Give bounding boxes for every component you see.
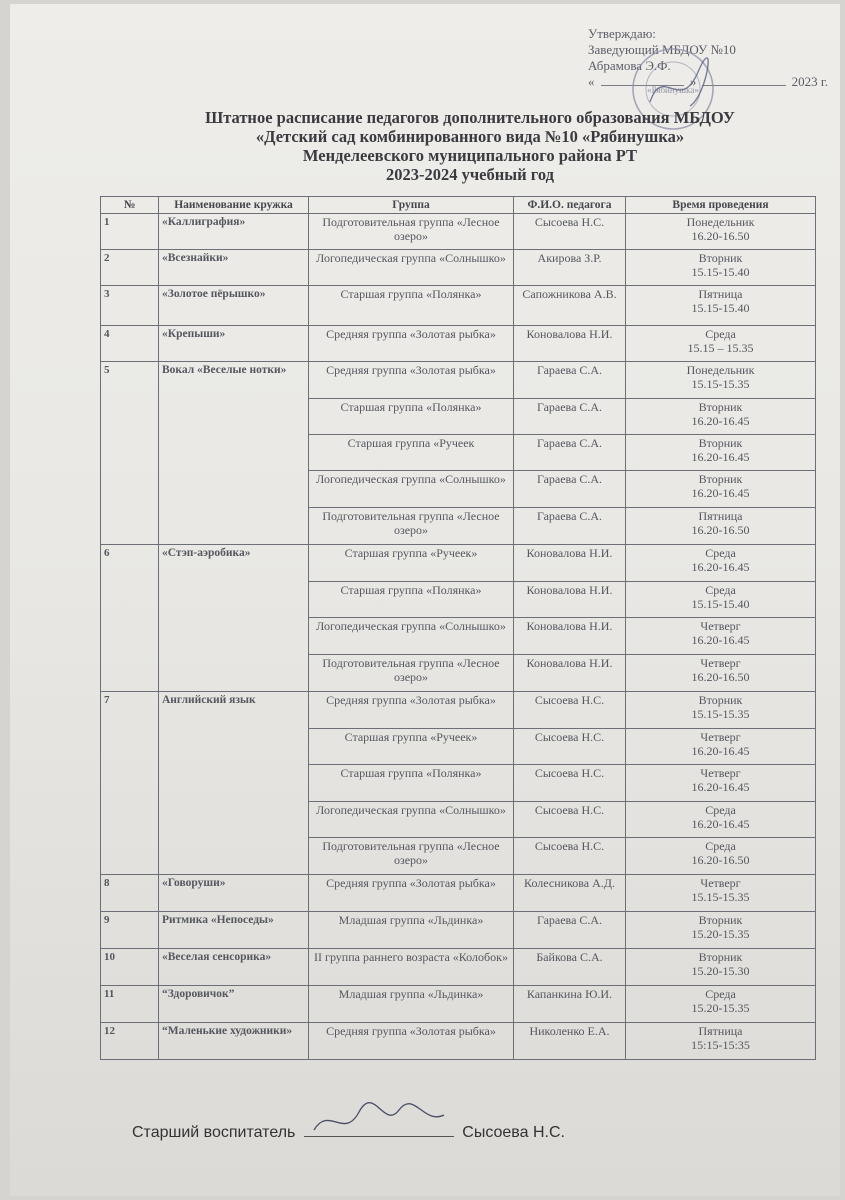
weekday: Вторник <box>698 693 743 707</box>
schedule-time-cell <box>626 802 816 838</box>
table-row <box>101 214 816 250</box>
document-page <box>10 4 840 1196</box>
group-name: Младшая группа «Льдинка» <box>309 912 514 949</box>
table-row <box>101 362 816 399</box>
signature-line <box>304 1122 454 1137</box>
time-range: 15.20-15.35 <box>691 927 750 941</box>
teacher-name: Сысоева Н.С. <box>514 692 626 729</box>
schedule-time-cell <box>626 471 816 508</box>
approval-block <box>588 26 838 90</box>
schedule-time-cell <box>626 326 816 362</box>
teacher-name: Сысоева Н.С. <box>514 802 626 838</box>
header-time: Время проведения <box>626 197 816 214</box>
time-range: 16.20-16.50 <box>691 523 750 537</box>
footer-signature <box>132 1122 732 1142</box>
time-range: 15.15-15.35 <box>691 377 750 391</box>
group-name: Логопедическая группа «Солнышко» <box>309 618 514 655</box>
time-range: 16.20-16.45 <box>691 633 750 647</box>
club-name: “Маленькие художники» <box>159 1023 309 1060</box>
row-number: 9 <box>101 912 159 949</box>
teacher-name: Гараева С.А. <box>514 362 626 399</box>
table-row <box>101 692 816 729</box>
group-name: Подготовительная группа «Лесное озеро» <box>309 838 514 875</box>
time-range: 16.20-16.45 <box>691 450 750 464</box>
title-line-4: 2023-2024 учебный год <box>386 165 554 184</box>
weekday: Вторник <box>698 472 743 486</box>
teacher-name: Николенко Е.А. <box>514 1023 626 1060</box>
weekday: Четверг <box>700 619 741 633</box>
time-range: 15.15 – 15.35 <box>687 341 754 355</box>
club-name: Вокал «Веселые нотки» <box>159 362 309 545</box>
group-name: Старшая группа «Полянка» <box>309 399 514 435</box>
teacher-name: Сысоева Н.С. <box>514 765 626 802</box>
table-body <box>101 214 816 1060</box>
weekday: Понедельник <box>686 215 755 229</box>
time-range: 16.20-16.45 <box>691 486 750 500</box>
table-row <box>101 250 816 286</box>
club-name: «Веселая сенсорика» <box>159 949 309 986</box>
schedule-time-cell <box>626 286 816 326</box>
weekday: Понедельник <box>686 363 755 377</box>
date-month-blank <box>702 74 785 86</box>
date-day-blank <box>601 74 684 86</box>
table-row <box>101 875 816 912</box>
weekday: Среда <box>705 803 736 817</box>
schedule-time-cell <box>626 250 816 286</box>
group-name: Логопедическая группа «Солнышко» <box>309 471 514 508</box>
approval-line-1: Утверждаю: <box>588 26 656 41</box>
row-number: 8 <box>101 875 159 912</box>
weekday: Среда <box>705 327 736 341</box>
header-club: Наименование кружка <box>159 197 309 214</box>
time-range: 16.20-16.45 <box>691 817 750 831</box>
time-range: 15.15-15.40 <box>691 265 750 279</box>
schedule-time-cell <box>626 399 816 435</box>
table-header-row <box>101 197 816 214</box>
group-name: Подготовительная группа «Лесное озеро» <box>309 655 514 692</box>
group-name: Средняя группа «Золотая рыбка» <box>309 692 514 729</box>
weekday: Среда <box>705 839 736 853</box>
club-name: Ритмика «Непоседы» <box>159 912 309 949</box>
time-range: 16.20-16.50 <box>691 229 750 243</box>
teacher-name: Байкова С.А. <box>514 949 626 986</box>
group-name: Средняя группа «Золотая рыбка» <box>309 875 514 912</box>
approval-year: 2023 г. <box>791 74 828 89</box>
group-name: Старшая группа «Ручеек» <box>309 545 514 582</box>
time-range: 15.15-15.40 <box>691 301 750 315</box>
teacher-name: Гараева С.А. <box>514 435 626 471</box>
title-line-2: «Детский сад комбинированного вида №10 «Рябинушка» <box>255 127 685 146</box>
group-name: Средняя группа «Золотая рыбка» <box>309 326 514 362</box>
teacher-name: Сапожникова А.В. <box>514 286 626 326</box>
document-title <box>130 108 810 184</box>
time-range: 16.20-16.45 <box>691 744 750 758</box>
weekday: Пятница <box>698 287 743 301</box>
teacher-name: Коновалова Н.И. <box>514 326 626 362</box>
teacher-name: Сысоева Н.С. <box>514 729 626 765</box>
group-name: Средняя группа «Золотая рыбка» <box>309 1023 514 1060</box>
weekday: Четверг <box>700 730 741 744</box>
approval-date-line <box>588 74 838 90</box>
group-name: Старшая группа «Ручеек» <box>309 729 514 765</box>
weekday: Вторник <box>698 251 743 265</box>
group-name: Младшая группа «Льдинка» <box>309 986 514 1023</box>
time-range: 15:15-15:35 <box>691 1038 750 1052</box>
teacher-name: Гараева С.А. <box>514 508 626 545</box>
schedule-time-cell <box>626 729 816 765</box>
teacher-name: Коновалова Н.И. <box>514 582 626 618</box>
teacher-name: Акирова З.Р. <box>514 250 626 286</box>
weekday: Среда <box>705 987 736 1001</box>
group-name: Старшая группа «Ручеек <box>309 435 514 471</box>
schedule-time-cell <box>626 545 816 582</box>
seal-text: «Рябинушка» <box>647 85 699 95</box>
schedule-time-cell <box>626 435 816 471</box>
group-name: Подготовительная группа «Лесное озеро» <box>309 214 514 250</box>
schedule-time-cell <box>626 508 816 545</box>
club-name: «Всезнайки» <box>159 250 309 286</box>
weekday: Пятница <box>698 509 743 523</box>
schedule-time-cell <box>626 875 816 912</box>
teacher-name: Гараева С.А. <box>514 399 626 435</box>
table-row <box>101 986 816 1023</box>
time-range: 16.20-16.45 <box>691 780 750 794</box>
weekday: Вторник <box>698 436 743 450</box>
approval-line-2: Заведующий МБДОУ №10 <box>588 42 736 57</box>
table-row <box>101 949 816 986</box>
schedule-time-cell <box>626 838 816 875</box>
title-line-3: Менделеевского муниципального района РТ <box>302 146 638 165</box>
club-name: “Здоровичок” <box>159 986 309 1023</box>
teacher-name: Капанкина Ю.И. <box>514 986 626 1023</box>
row-number: 12 <box>101 1023 159 1060</box>
teacher-name: Гараева С.А. <box>514 912 626 949</box>
time-range: 16.20-16.45 <box>691 414 750 428</box>
club-name: Английский язык <box>159 692 309 875</box>
teacher-name: Колесникова А.Д. <box>514 875 626 912</box>
club-name: «Золотое пёрышко» <box>159 286 309 326</box>
header-group: Группа <box>309 197 514 214</box>
schedule-time-cell <box>626 1023 816 1060</box>
approval-line-3: Абрамова Э.Ф. <box>588 58 671 73</box>
weekday: Вторник <box>698 913 743 927</box>
table-row <box>101 286 816 326</box>
row-number: 7 <box>101 692 159 875</box>
time-range: 15.15-15.35 <box>691 890 750 904</box>
teacher-name: Коновалова Н.И. <box>514 618 626 655</box>
schedule-time-cell <box>626 618 816 655</box>
row-number: 5 <box>101 362 159 545</box>
row-number: 2 <box>101 250 159 286</box>
weekday: Пятница <box>698 1024 743 1038</box>
schedule-time-cell <box>626 949 816 986</box>
table-row <box>101 912 816 949</box>
schedule-time-cell <box>626 986 816 1023</box>
header-teacher: Ф.И.О. педагога <box>514 197 626 214</box>
club-name: «Крепыши» <box>159 326 309 362</box>
group-name: Логопедическая группа «Солнышко» <box>309 802 514 838</box>
club-name: «Стэп-аэробика» <box>159 545 309 692</box>
row-number: 4 <box>101 326 159 362</box>
table-row <box>101 545 816 582</box>
weekday: Среда <box>705 546 736 560</box>
teacher-name: Сысоева Н.С. <box>514 214 626 250</box>
schedule-time-cell <box>626 692 816 729</box>
schedule-time-cell <box>626 765 816 802</box>
weekday: Четверг <box>700 656 741 670</box>
group-name: Средняя группа «Золотая рыбка» <box>309 362 514 399</box>
time-range: 16.20-16.50 <box>691 670 750 684</box>
table-row <box>101 326 816 362</box>
row-number: 11 <box>101 986 159 1023</box>
header-number: № <box>101 197 159 214</box>
handwritten-signature-icon <box>304 1100 454 1140</box>
group-name: Старшая группа «Полянка» <box>309 286 514 326</box>
club-name: «Каллиграфия» <box>159 214 309 250</box>
footer-position: Старший воспитатель <box>132 1124 296 1141</box>
group-name: Старшая группа «Полянка» <box>309 582 514 618</box>
group-name: II группа раннего возраста «Колобок» <box>309 949 514 986</box>
date-quote-open: « <box>588 74 595 89</box>
time-range: 15.20-15.35 <box>691 1001 750 1015</box>
row-number: 3 <box>101 286 159 326</box>
teacher-name: Коновалова Н.И. <box>514 655 626 692</box>
club-name: «Говоруши» <box>159 875 309 912</box>
row-number: 10 <box>101 949 159 986</box>
date-quote-close: » <box>689 74 697 89</box>
schedule-time-cell <box>626 655 816 692</box>
group-name: Логопедическая группа «Солнышко» <box>309 250 514 286</box>
footer-name: Сысоева Н.С. <box>462 1124 565 1141</box>
group-name: Старшая группа «Полянка» <box>309 765 514 802</box>
time-range: 15.20-15.30 <box>691 964 750 978</box>
row-number: 1 <box>101 214 159 250</box>
weekday: Вторник <box>698 950 743 964</box>
weekday: Четверг <box>700 766 741 780</box>
title-line-1: Штатное расписание педагогов дополнительного образования МБДОУ <box>205 108 735 127</box>
schedule-time-cell <box>626 214 816 250</box>
schedule-time-cell <box>626 912 816 949</box>
group-name: Подготовительная группа «Лесное озеро» <box>309 508 514 545</box>
time-range: 16.20-16.45 <box>691 560 750 574</box>
teacher-name: Сысоева Н.С. <box>514 838 626 875</box>
table-row <box>101 1023 816 1060</box>
teacher-name: Гараева С.А. <box>514 471 626 508</box>
time-range: 15.15-15.35 <box>691 707 750 721</box>
time-range: 15.15-15.40 <box>691 597 750 611</box>
schedule-time-cell <box>626 582 816 618</box>
time-range: 16.20-16.50 <box>691 853 750 867</box>
weekday: Вторник <box>698 400 743 414</box>
schedule-table <box>100 196 816 1060</box>
row-number: 6 <box>101 545 159 692</box>
weekday: Среда <box>705 583 736 597</box>
weekday: Четверг <box>700 876 741 890</box>
teacher-name: Коновалова Н.И. <box>514 545 626 582</box>
schedule-time-cell <box>626 362 816 399</box>
